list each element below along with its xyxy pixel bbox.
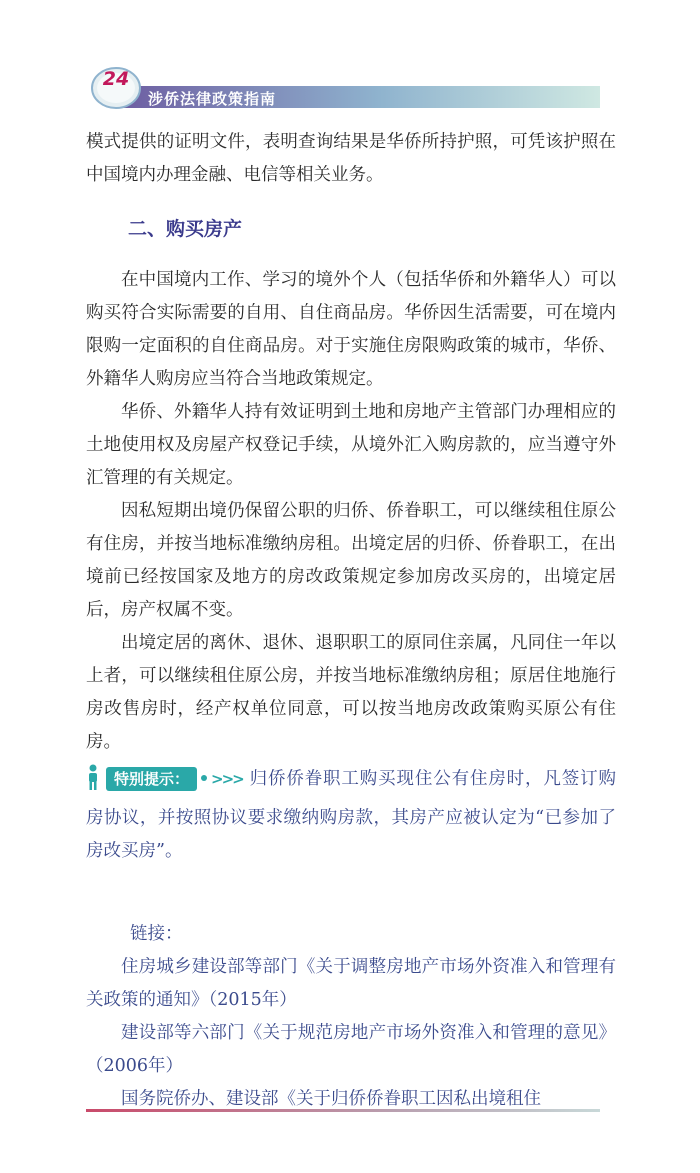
link-item: 国务院侨办、建设部《关于归侨侨眷职工因私出境租住: [121, 1089, 541, 1109]
footer-rule: [86, 1109, 600, 1112]
book-title: 涉侨法律政策指南: [148, 90, 277, 108]
tip-text: 归侨侨眷职工购买现住公有住房时，凡签订购房协议，并按照协议要求缴纳购房款，其房产应被认定为“已参加了房改买房”。: [86, 769, 616, 861]
links-heading: 链接：: [130, 924, 183, 944]
links-section: [86, 918, 616, 1116]
page-number: 24: [102, 68, 130, 90]
continuation-paragraph: 模式提供的证明文件，表明查询结果是华侨所持护照，可凭该护照在中国境内办理金融、电信等相关业务。: [86, 132, 616, 185]
body-paragraph: 华侨、外籍华人持有效证明到土地和房地产主管部门办理相应的土地使用权及房屋产权登记手续，从境外汇入购房款的，应当遵守外汇管理的有关规定。: [86, 402, 616, 488]
page-content: [86, 126, 616, 1116]
special-tip: [86, 763, 616, 868]
dot-icon: [201, 775, 207, 781]
link-item: 建设部等六部门《关于规范房地产市场外资准入和管理的意见》（2006年）: [86, 1023, 616, 1076]
body-paragraph: 在中国境内工作、学习的境外个人（包括华侨和外籍华人）可以购买符合实际需要的自用、自住商品房。华侨因生活需要，可在境内限购一定面积的自住商品房。对于实施住房限购政策的城市，华侨、外籍华人购房应当符合当地政策规定。: [86, 270, 616, 389]
body-paragraph: 因私短期出境仍保留公职的归侨、侨眷职工，可以继续租住原公有住房，并按当地标准缴纳房租。出境定居的归侨、侨眷职工，在出境前已经按国家及地方的房改政策规定参加房改买房的，出境定居后，房产权属不变。: [86, 501, 616, 620]
tip-label: 特别提示：: [106, 767, 197, 791]
link-item: 住房城乡建设部等部门《关于调整房地产市场外资准入和管理有关政策的通知》（2015年）: [86, 957, 616, 1010]
tip-paragraph: [86, 763, 616, 868]
body-paragraph: 出境定居的离休、退休、退职职工的原同住亲属，凡同住一年以上者，可以继续租住原公房，并按当地标准缴纳房租；原居住地施行房改售房时，经产权单位同意，可以按当地房改政策购买原公有住房。: [86, 633, 616, 752]
arrows-icon: >>>: [211, 770, 243, 788]
section-heading: 二、购买房产: [128, 218, 243, 240]
person-icon: [86, 764, 100, 802]
page-header: [88, 58, 600, 110]
